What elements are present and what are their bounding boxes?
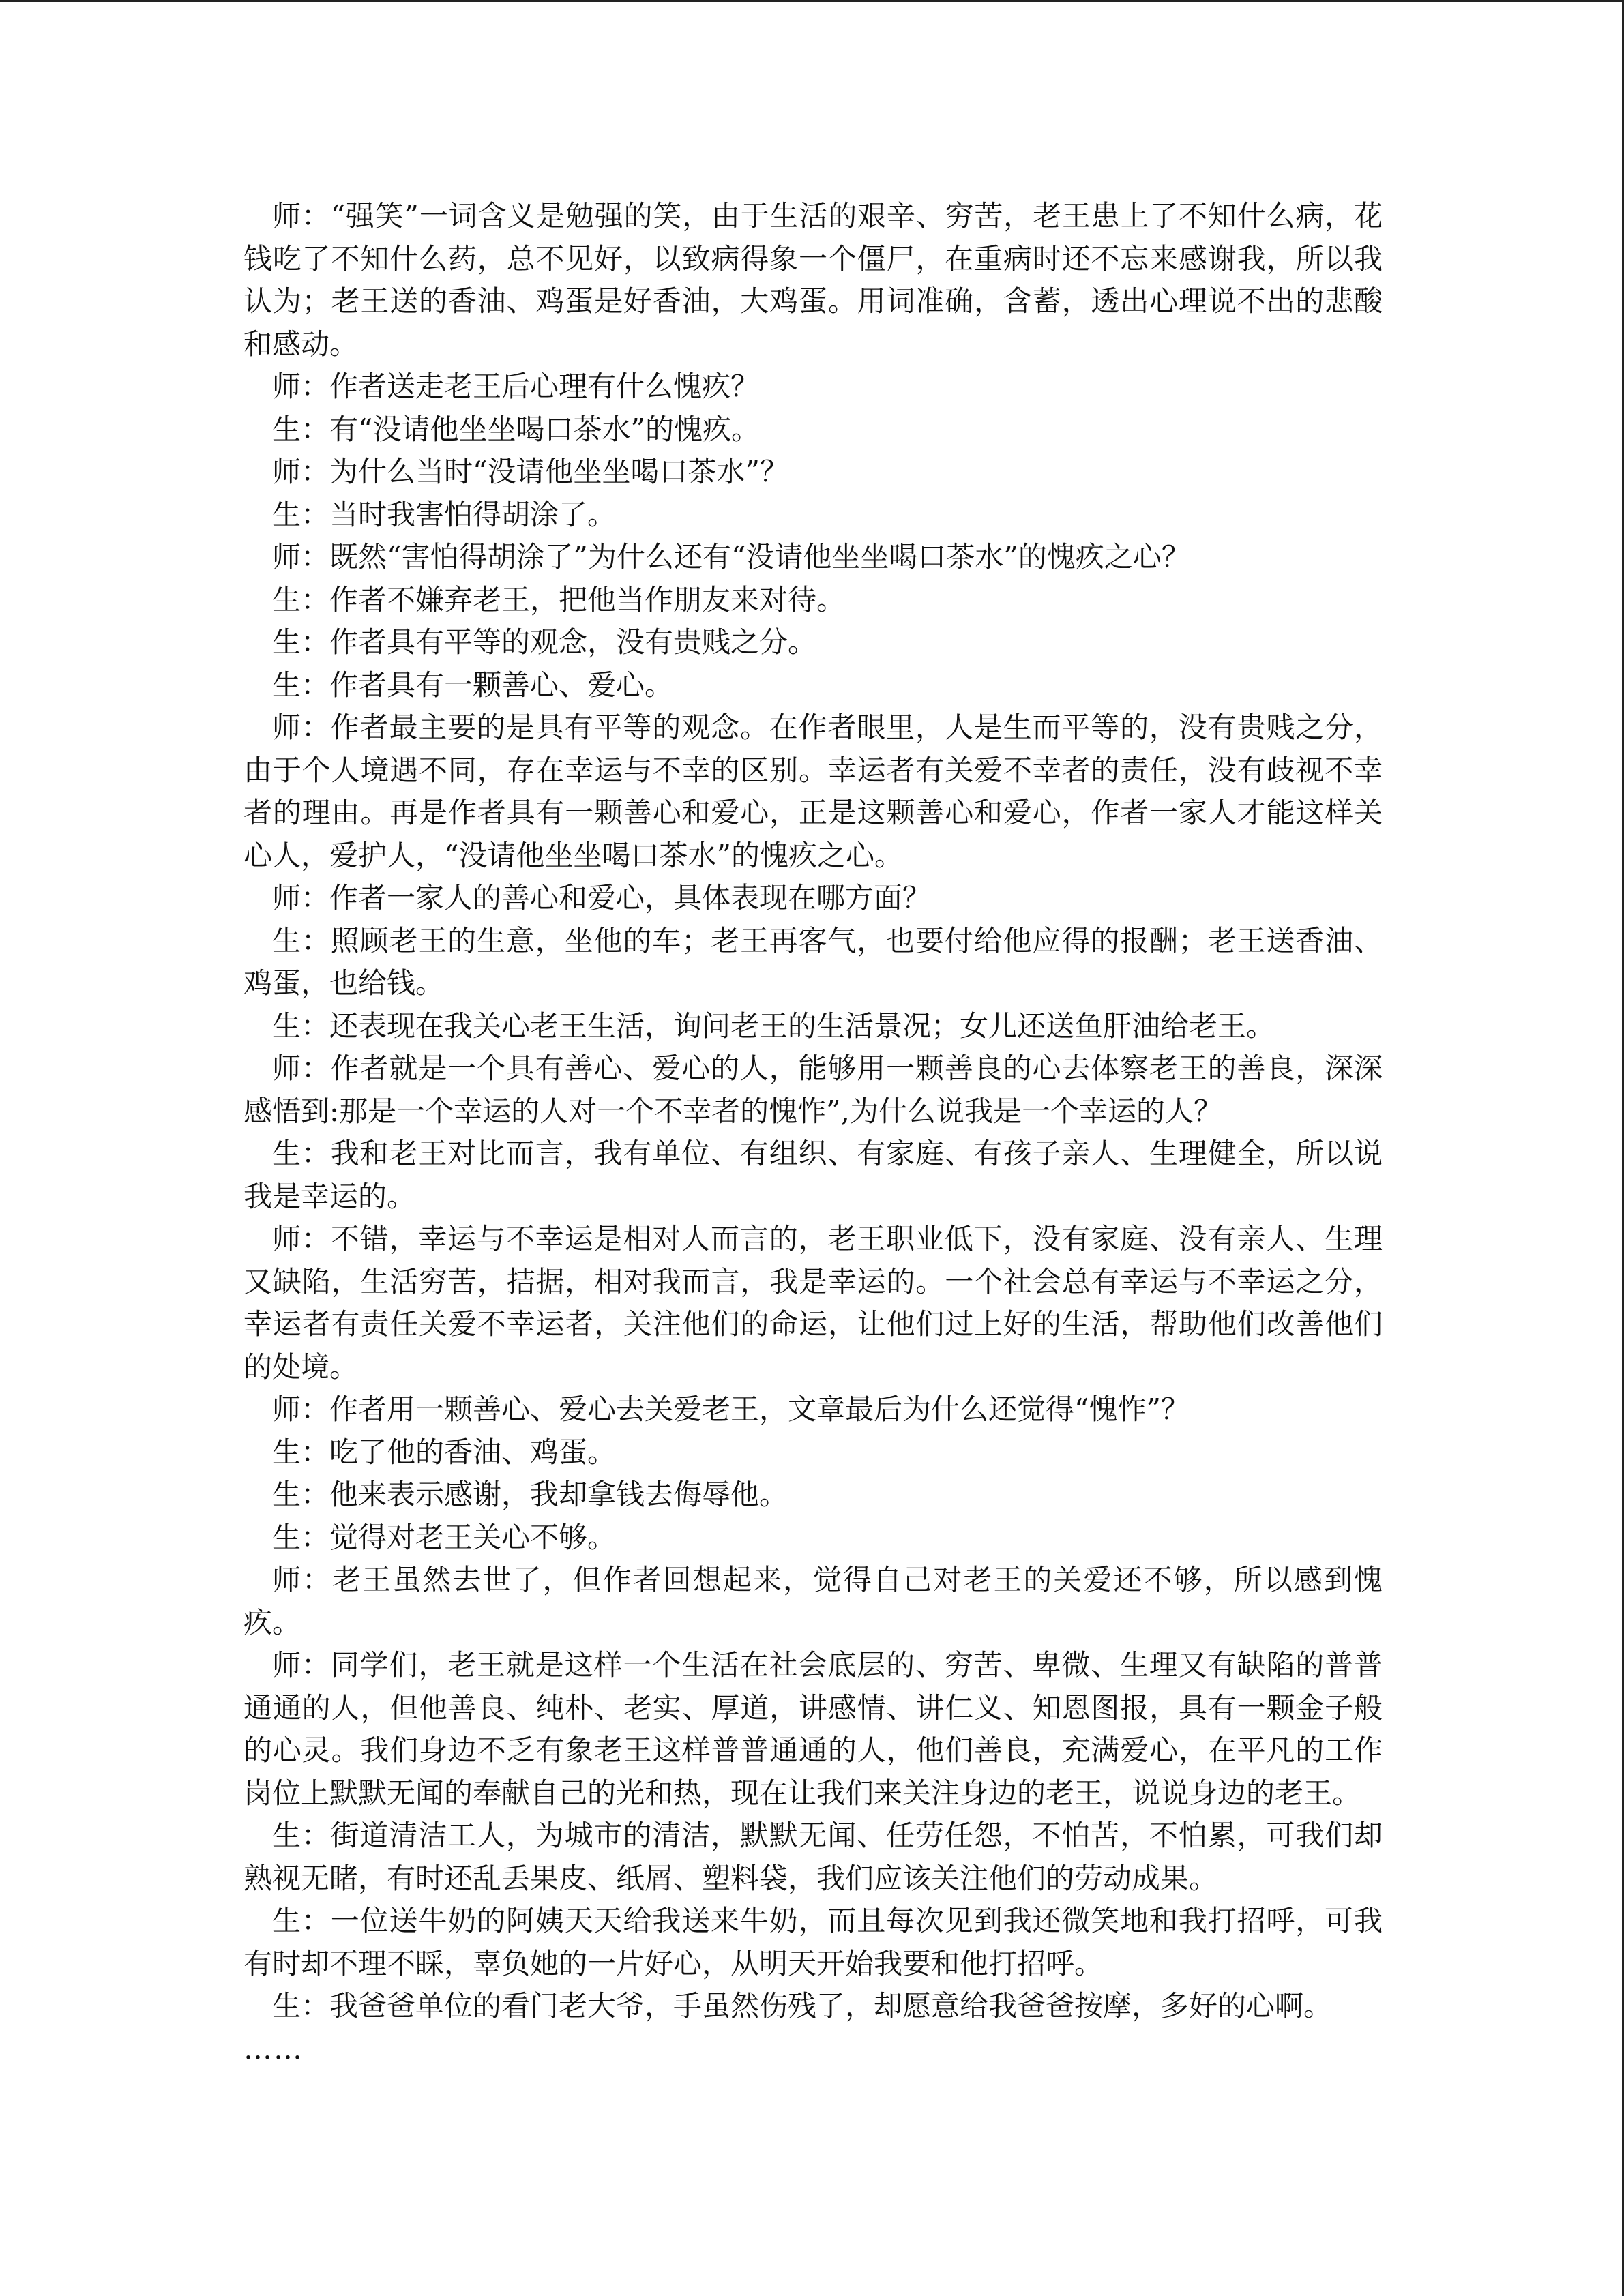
paragraph: 师：不错，幸运与不幸运是相对人而言的，老王职业低下，没有家庭、没有亲人、生理又缺陷，生活穷苦，拮据，相对我而言，我是幸运的。一个社会总有幸运与不幸运之分，幸运者有责任关爱不幸运者，关注他们的命运，让他们过上好的生活，帮助他们改善他们的处境。 [243,1222,1383,1384]
paragraph: 师：作者送走老王后心理有什么愧疚？ [272,370,760,403]
paragraph: 师：作者用一颗善心、爱心去关爱老王，文章最后为什么还觉得“愧怍”？ [272,1392,1190,1426]
paragraph: 师：老王虽然去世了，但作者回想起来，觉得自己对老王的关爱还不够，所以感到愧疚。 [243,1563,1383,1639]
paragraph: 生：街道清洁工人，为城市的清洁，默默无闻、任劳任怨，不怕苦，不怕累，可我们却熟视无睹，有时还乱丢果皮、纸屑、塑料袋，我们应该关注他们的劳动成果。 [243,1819,1383,1895]
paragraph: 生：我爸爸单位的看门老大爷，手虽然伤残了，却愿意给我爸爸按摩，多好的心啊。 [272,1989,1333,2023]
paragraph: 生：照顾老王的生意，坐他的车；老王再客气，也要付给他应得的报酬；老王送香油、鸡蛋，也给钱。 [243,923,1383,1000]
paragraph: 师：作者就是一个具有善心、爱心的人，能够用一颗善良的心去体察老王的善良，深深感悟到:那是一个幸运的人对一个不幸者的愧怍”,为什么说我是一个幸运的人？ [243,1052,1383,1128]
paragraph: 生：作者不嫌弃老王，把他当作朋友来对待。 [272,582,846,616]
paragraph: 生：吃了他的香油、鸡蛋。 [272,1435,617,1469]
paragraph: 师：作者最主要的是具有平等的观念。在作者眼里，人是生而平等的，没有贵贱之分，由于个人境遇不同，存在幸运与不幸的区别。幸运者有关爱不幸者的责任，没有歧视不幸者的理由。再是作者具有一颗善心和爱心，正是这颗善心和爱心，作者一家人才能这样关心人，爱护人，“没请他坐坐喝口茶水”的愧疚之心。 [243,711,1383,872]
paragraph: 师：作者一家人的善心和爱心，具体表现在哪方面？ [272,881,932,914]
paragraph: 生：他来表示感谢，我却拿钱去侮辱他。 [272,1478,788,1511]
paragraph: 生：觉得对老王关心不够。 [272,1520,617,1554]
paragraph: 生：我和老王对比而言，我有单位、有组织、有家庭、有孩子亲人、生理健全，所以说我是幸运的。 [243,1137,1383,1213]
ellipsis: …… [243,2031,304,2066]
paragraph: 师：同学们，老王就是这样一个生活在社会底层的、穷苦、卑微、生理又有缺陷的普普通通的人，但他善良、纯朴、老实、厚道，讲感情、讲仁义、知恩图报，具有一颗金子般的心灵。我们身边不乏有象老王这样普普通通的人，他们善良，充满爱心，在平凡的工作岗位上默默无闻的奉献自己的光和热，现在让我们来关注身边的老王，说说身边的老王。 [243,1648,1383,1810]
paragraph: 师：为什么当时“没请他坐坐喝口茶水”？ [272,455,788,488]
document-body [243,195,1383,2070]
paragraph: 生：有“没请他坐坐喝口茶水”的愧疚。 [272,412,760,446]
paragraph: 生：作者具有一颗善心、爱心。 [272,668,674,702]
paragraph: 师：既然“害怕得胡涂了”为什么还有“没请他坐坐喝口茶水”的愧疚之心？ [272,540,1190,573]
paragraph: 生：作者具有平等的观念，没有贵贱之分。 [272,625,817,659]
paragraph: 生：还表现在我关心老王生活，询问老王的生活景况；女儿还送鱼肝油给老王。 [272,1009,1275,1043]
paragraph: 生：一位送牛奶的阿姨天天给我送来牛奶，而且每次见到我还微笑地和我打招呼，可我有时却不理不睬，辜负她的一片好心，从明天开始我要和他打招呼。 [243,1904,1383,1980]
paragraph: 生：当时我害怕得胡涂了。 [272,497,617,531]
paragraph: 师：“强笑”一词含义是勉强的笑，由于生活的艰辛、穷苦，老王患上了不知什么病，花钱吃了不知什么药，总不见好，以致病得象一个僵尸，在重病时还不忘来感谢我，所以我认为；老王送的香油、鸡蛋是好香油，大鸡蛋。用词准确，含蓄，透出心理说不出的悲酸和感动。 [243,199,1383,361]
